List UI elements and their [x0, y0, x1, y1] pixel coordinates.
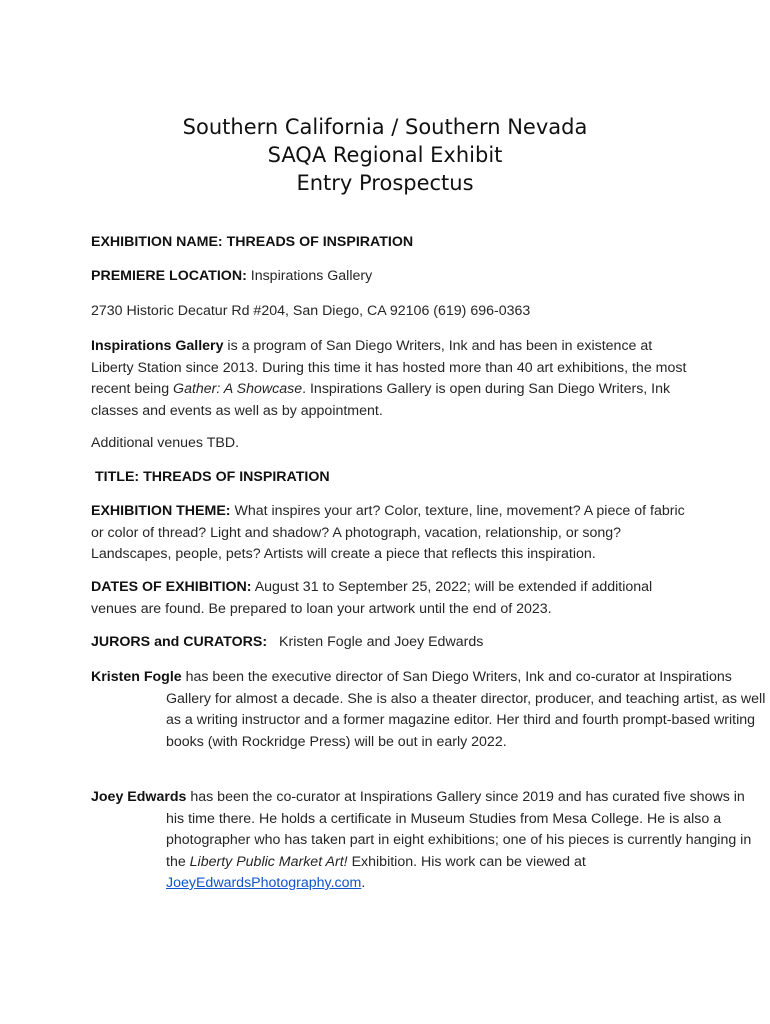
- theme-label: EXHIBITION THEME:: [91, 503, 231, 519]
- joey-website-link[interactable]: JoeyEdwardsPhotography.com: [166, 875, 362, 891]
- kristen-bio: [91, 667, 766, 753]
- dates-text: August 31 to September 25, 2022; will be extended if additional venues are found. Be prepared to loan your artwork until the end of 2023.: [91, 579, 653, 617]
- jurors-text: Kristen Fogle and Joey Edwards: [279, 634, 484, 650]
- joey-venue: Liberty Public Market Art!: [189, 853, 348, 870]
- recent-show: Gather: A Showcase: [173, 381, 303, 397]
- title-line-text: TITLE: THREADS OF INSPIRATION: [95, 469, 330, 485]
- gallery-description: [91, 336, 691, 422]
- additional-venues: [91, 433, 691, 455]
- jurors: [91, 632, 691, 654]
- joey-bio: [91, 787, 766, 895]
- theme-text: What inspires your art? Color, texture, line, movement? A piece of fabric or color of thread? Light and shadow? A photograph, vacation, relationship, or song? Landscapes, people, pets? Artists will create a piece that reflects this inspiration.: [91, 503, 685, 562]
- premiere-location: [91, 266, 691, 288]
- joey-bio-text-2: Exhibition. His work can be viewed at: [347, 853, 586, 870]
- additional-venues-text: Additional venues TBD.: [91, 435, 240, 451]
- joey-bio-text-1: has been the co-curator at Inspirations Gallery since 2019 and has curated five shows in his time there. He holds a certificate in Museum Studies from Mesa College. He is also a photographer who has taken part in eight exhibitions; one of his pieces is currently hanging in the: [166, 789, 752, 870]
- kristen-bio-text: has been the executive director of San Diego Writers, Ink and co-curator at Inspirations Gallery for almost a decade. She is also a theater director, producer, and teaching artist, as well as a writing instructor and a former magazine editor. Her third and fourth prompt-based writing books (with Rockridge Press) will be out in early 2022.: [166, 669, 766, 750]
- title-line-2: SAQA Regional Exhibit: [267, 143, 503, 167]
- gallery-text-1: is a program of San Diego Writers, Ink and has been in existence at Liberty Station since 2013. During this time it has hosted more than 40 art exhibitions, the most recent being: [91, 338, 687, 397]
- jurors-label: JURORS and CURATORS:: [91, 634, 268, 650]
- address-text: 2730 Historic Decatur Rd #204, San Diego, CA 92106 (619) 696-0363: [91, 303, 531, 319]
- exhibition-theme: [91, 501, 691, 566]
- gallery-text-2: . Inspirations Gallery is open during San Diego Writers, Ink classes and events as well as by appointment.: [91, 381, 671, 419]
- premiere-value: Inspirations Gallery: [246, 268, 373, 284]
- address: [91, 301, 691, 323]
- exhibition-name: [91, 232, 691, 254]
- exhibition-name-text: EXHIBITION NAME: THREADS OF INSPIRATION: [91, 234, 414, 250]
- title-section: [95, 467, 695, 489]
- title-line-3: Entry Prospectus: [296, 171, 474, 195]
- exhibition-dates: [91, 577, 691, 620]
- joey-name: Joey Edwards: [91, 789, 187, 805]
- document-title: [0, 113, 770, 197]
- premiere-label: PREMIERE LOCATION:: [91, 268, 247, 284]
- dates-label: DATES OF EXHIBITION:: [91, 579, 252, 595]
- title-line-1: Southern California / Southern Nevada: [182, 115, 588, 139]
- gallery-name: Inspirations Gallery: [91, 338, 224, 354]
- kristen-name: Kristen Fogle: [91, 669, 182, 685]
- joey-bio-end: .: [361, 875, 366, 891]
